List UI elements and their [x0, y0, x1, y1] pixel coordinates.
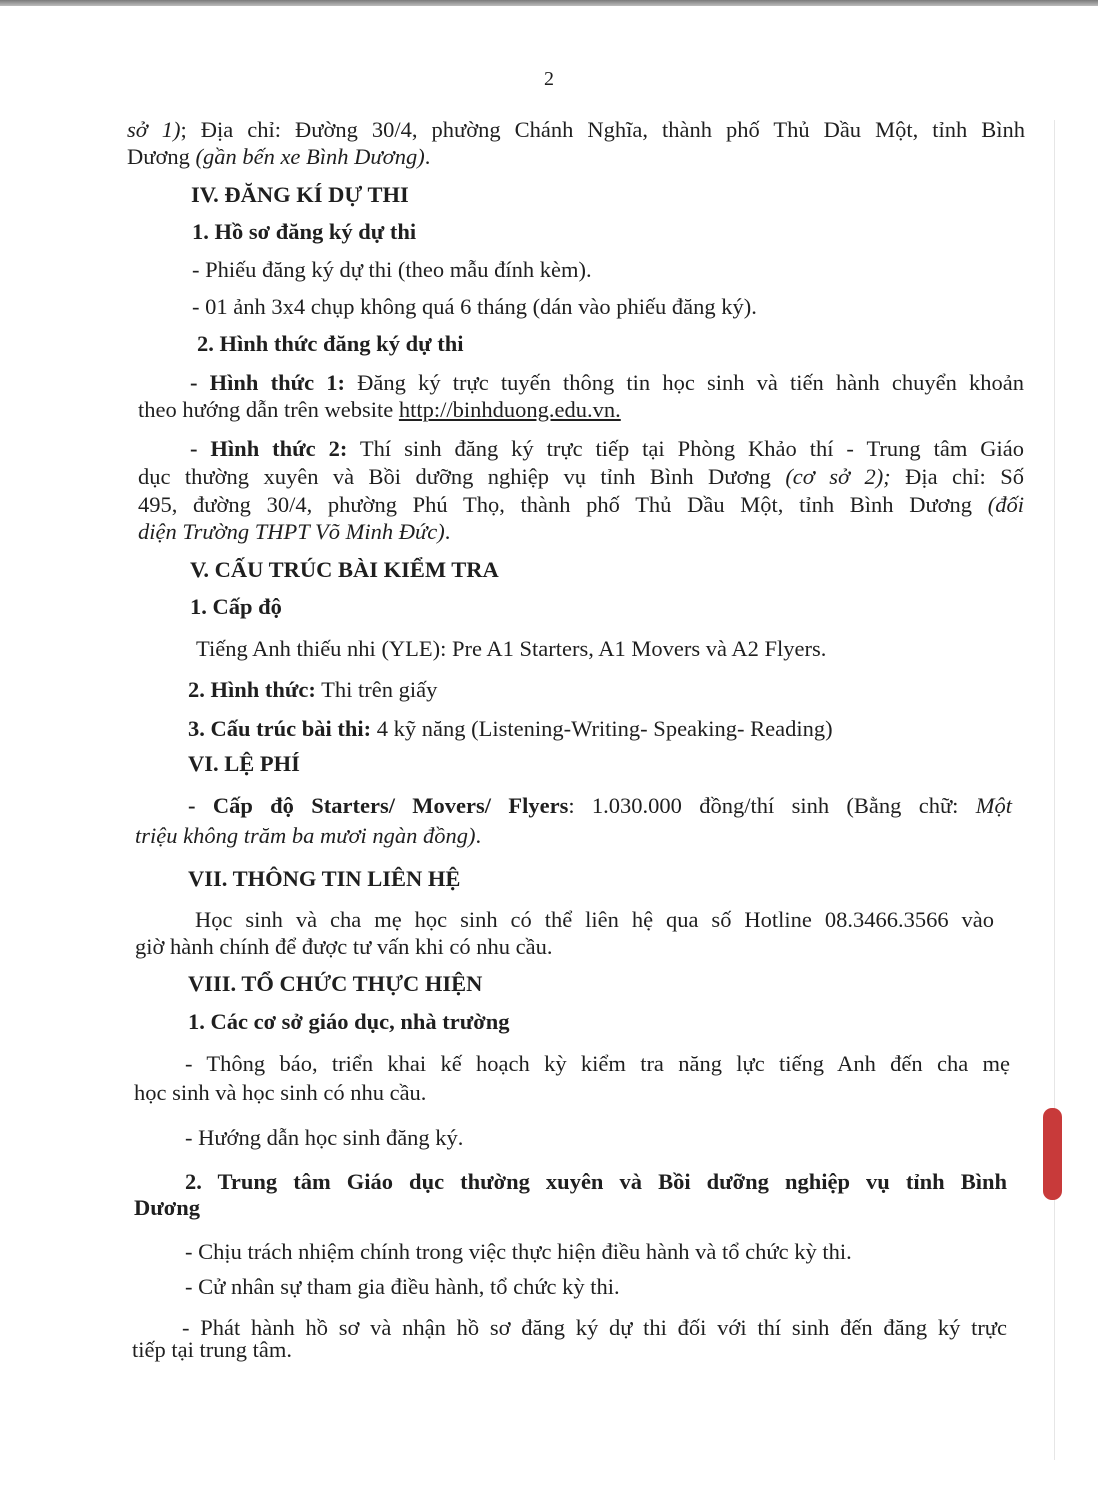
section-v-sub3-label: 3. Cấu trúc bài thi:	[188, 716, 372, 741]
hinh-thuc-2-italic3: diện Trường THPT Võ Minh Đức)	[138, 519, 445, 544]
s2-item2: - Cử nhân sự tham gia điều hành, tổ chức kỳ thi.	[185, 1274, 620, 1299]
hinh-thuc-2-line3	[138, 491, 1024, 518]
hinh-thuc-1-line2	[138, 396, 621, 423]
hinh-thuc-1-text1: Đăng ký trực tuyến thông tin học sinh và tiến hành chuyển khoản	[345, 370, 1024, 395]
scan-right-edge	[1054, 120, 1055, 1460]
hinh-thuc-2-italic2: (đối	[987, 492, 1024, 517]
scan-top-edge	[0, 0, 1098, 6]
section-viii-sub2-line2: Dương	[134, 1195, 200, 1220]
address-text-3: .	[424, 144, 431, 169]
section-viii-title: VIII. TỔ CHỨC THỰC HIỆN	[188, 971, 483, 996]
section-iv-sub2: 2. Hình thức đăng ký dự thi	[197, 331, 464, 356]
section-v-sub3-text: 4 kỹ năng (Listening-Writing- Speaking- Reading)	[371, 716, 833, 741]
hinh-thuc-2-text4: 495, đường 30/4, phường Phú Thọ, thành phố Thủ Dầu Một, tỉnh Bình Dương	[138, 492, 988, 517]
hinh-thuc-2-text2: dục thường xuyên và Bồi dưỡng nghiệp vụ tỉnh Bình Dương	[138, 464, 786, 489]
contact-line2: giờ hành chính để được tư vấn khi có nhu cầu.	[135, 934, 553, 959]
s1-item1-line2: học sinh và học sinh có nhu cầu.	[134, 1080, 427, 1105]
hinh-thuc-2-line2	[138, 463, 1024, 490]
hinh-thuc-1-text2: theo hướng dẫn trên website	[138, 397, 399, 422]
section-v-sub1: 1. Cấp độ	[190, 594, 282, 619]
s2-item3-line1: - Phát hành hồ sơ và nhận hồ sơ đăng ký dự thi đối với thí sinh đến đăng ký trực	[182, 1315, 1007, 1340]
address-italic-1: sở 1)	[127, 117, 181, 142]
fee-line1	[188, 792, 1012, 819]
section-v-levels: Tiếng Anh thiếu nhi (YLE): Pre A1 Starters, A1 Movers và A2 Flyers.	[196, 636, 827, 661]
hinh-thuc-2-text3: Địa chỉ: Số	[890, 464, 1024, 489]
section-iv-sub1: 1. Hồ sơ đăng ký dự thi	[192, 219, 417, 244]
hinh-thuc-2-label: - Hình thức 2:	[190, 436, 348, 461]
hinh-thuc-2-text1: Thí sinh đăng ký trực tiếp tại Phòng Khảo thí - Trung tâm Giáo	[347, 436, 1025, 461]
address-line-1	[127, 116, 1025, 143]
section-v-sub2	[188, 676, 437, 703]
section-v-sub3	[188, 715, 833, 742]
section-iv-item2: - 01 ảnh 3x4 chụp không quá 6 tháng (dán vào phiếu đăng ký).	[192, 294, 757, 319]
fee-italic1: Một	[975, 793, 1012, 818]
hinh-thuc-2-italic1: (cơ sở 2);	[785, 464, 891, 489]
section-v-sub2-label: 2. Hình thức:	[188, 677, 316, 702]
s1-item1-line1: - Thông báo, triển khai kế hoạch kỳ kiểm tra năng lực tiếng Anh đến cha mẹ	[185, 1051, 1010, 1076]
s2-item3-line2: tiếp tại trung tâm.	[132, 1337, 292, 1362]
contact-line1: Học sinh và cha mẹ học sinh có thể liên hệ qua số Hotline 08.3466.3566 vào	[195, 907, 994, 932]
section-v-sub2-text: Thi trên giấy	[315, 677, 438, 702]
fee-italic2: triệu không trăm ba mươi ngàn đồng)	[135, 823, 476, 848]
fee-end: .	[475, 823, 482, 848]
fee-label: - Cấp độ Starters/ Movers/ Flyers	[188, 793, 569, 818]
hinh-thuc-1-line1	[190, 369, 1024, 396]
section-viii-sub2-line1: 2. Trung tâm Giáo dục thường xuyên và Bồi dưỡng nghiệp vụ tỉnh Bình	[185, 1169, 1007, 1194]
section-vi-title: VI. LỆ PHÍ	[188, 751, 300, 776]
s1-item2: - Hướng dẫn học sinh đăng ký.	[185, 1125, 464, 1150]
hinh-thuc-1-label: - Hình thức 1:	[190, 370, 346, 395]
address-italic-2: (gần bến xe Bình Dương)	[195, 144, 425, 169]
hinh-thuc-2-end: .	[444, 519, 451, 544]
hinh-thuc-2-line4	[138, 518, 450, 545]
section-iv-title: IV. ĐĂNG KÍ DỰ THI	[191, 182, 409, 207]
address-line-2	[127, 143, 430, 170]
fee-text: : 1.030.000 đồng/thí sinh (Bằng chữ:	[568, 793, 976, 818]
section-vii-title: VII. THÔNG TIN LIÊN HỆ	[188, 866, 461, 891]
address-text-2: Dương	[127, 144, 196, 169]
page-number: 2	[544, 68, 554, 90]
address-text-1: ; Địa chỉ: Đường 30/4, phường Chánh Nghĩa, thành phố Thủ Dầu Một, tỉnh Bình	[180, 117, 1025, 142]
s2-item1: - Chịu trách nhiệm chính trong việc thực hiện điều hành và tổ chức kỳ thi.	[185, 1239, 852, 1264]
section-iv-item1: - Phiếu đăng ký dự thi (theo mẫu đính kèm).	[192, 257, 592, 282]
website-link[interactable]: http://binhduong.edu.vn.	[398, 397, 621, 422]
fee-line2	[135, 822, 481, 849]
hinh-thuc-2-line1	[190, 435, 1024, 462]
section-viii-sub1: 1. Các cơ sở giáo dục, nhà trường	[188, 1009, 510, 1034]
section-v-title: V. CẤU TRÚC BÀI KIỂM TRA	[190, 557, 499, 582]
scrollbar-thumb[interactable]	[1043, 1108, 1062, 1200]
